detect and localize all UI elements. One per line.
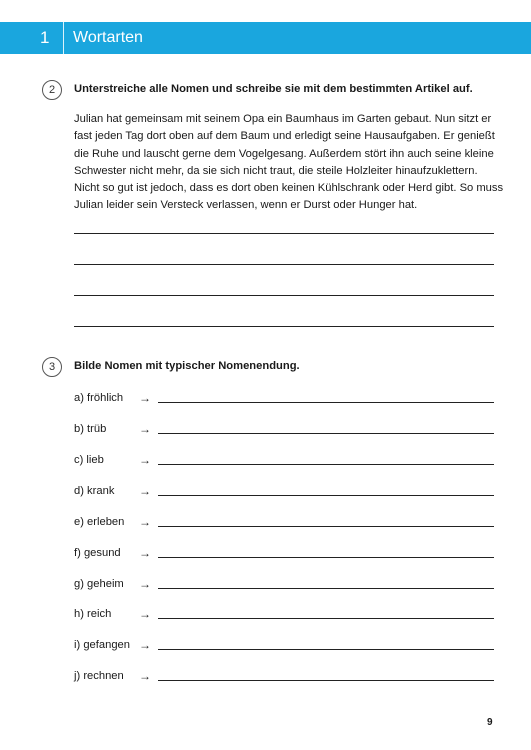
exercise-row-g — [74, 574, 494, 592]
exercise-answer-line[interactable] — [158, 557, 494, 558]
text-line: die Ruhe und lauscht gerne dem Vogelgesang. Außerdem stört ihn auch seine kleine — [74, 147, 494, 160]
text-line: Julian leider sein Versteck verlassen, wenn er Durst oder Hunger hat. — [74, 199, 418, 212]
chapter-header-bar — [0, 22, 531, 54]
task-2-number: 2 — [42, 80, 62, 100]
exercise-row-f — [74, 543, 494, 561]
answer-line-2[interactable] — [74, 264, 494, 265]
exercise-word: i) gefangen — [74, 639, 130, 651]
arrow-right-icon: → — [139, 669, 151, 683]
task-2-text — [74, 111, 504, 215]
exercise-word: g) geheim — [74, 578, 124, 590]
exercise-answer-line[interactable] — [158, 618, 494, 619]
answer-line-1[interactable] — [74, 233, 494, 234]
text-line: Schwester nicht mehr, da sie sich nicht traut, die steile Holzleiter hinaufzuklettern. — [74, 164, 478, 177]
exercise-row-b — [74, 419, 494, 437]
task-3-number: 3 — [42, 357, 62, 377]
exercise-answer-line[interactable] — [158, 649, 494, 650]
exercise-row-a — [74, 388, 494, 406]
exercise-word: j) rechnen — [74, 670, 124, 682]
arrow-right-icon: → — [139, 422, 151, 436]
arrow-right-icon: → — [139, 484, 151, 498]
answer-line-4[interactable] — [74, 326, 494, 327]
header-divider — [63, 22, 64, 54]
task-2-instruction: Unterstreiche alle Nomen und schreibe sie mit dem bestimmten Artikel auf. — [74, 83, 473, 95]
arrow-right-icon: → — [139, 607, 151, 621]
exercise-row-i — [74, 635, 494, 653]
exercise-row-c — [74, 450, 494, 468]
exercise-word: b) trüb — [74, 423, 107, 435]
answer-line-3[interactable] — [74, 295, 494, 296]
arrow-right-icon: → — [139, 453, 151, 467]
exercise-row-d — [74, 481, 494, 499]
exercise-word: e) erleben — [74, 516, 125, 528]
exercise-answer-line[interactable] — [158, 588, 494, 589]
exercise-row-h — [74, 604, 494, 622]
arrow-right-icon: → — [139, 515, 151, 529]
exercise-word: f) gesund — [74, 547, 121, 559]
task-3-instruction: Bilde Nomen mit typischer Nomenendung. — [74, 360, 300, 372]
exercise-answer-line[interactable] — [158, 433, 494, 434]
exercise-row-e — [74, 512, 494, 530]
exercise-word: h) reich — [74, 608, 112, 620]
text-line: fast jeden Tag dort oben auf dem Baum und erledigt seine Hausaufgaben. Er genießt — [74, 130, 495, 143]
arrow-right-icon: → — [139, 638, 151, 652]
exercise-word: d) krank — [74, 485, 115, 497]
exercise-answer-line[interactable] — [158, 464, 494, 465]
exercise-answer-line[interactable] — [158, 680, 494, 681]
chapter-number: 1 — [40, 28, 50, 47]
exercise-answer-line[interactable] — [158, 402, 494, 403]
exercise-answer-line[interactable] — [158, 526, 494, 527]
exercise-word: a) fröhlich — [74, 392, 124, 404]
arrow-right-icon: → — [139, 546, 151, 560]
page-number: 9 — [487, 717, 493, 728]
text-line: Nicht so gut ist jedoch, dass es dort oben keinen Kühlschrank oder Herd gibt. So muss — [74, 182, 504, 195]
arrow-right-icon: → — [139, 391, 151, 405]
exercise-row-j — [74, 666, 494, 684]
exercise-answer-line[interactable] — [158, 495, 494, 496]
chapter-title: Wortarten — [73, 29, 143, 46]
arrow-right-icon: → — [139, 577, 151, 591]
exercise-word: c) lieb — [74, 454, 104, 466]
text-line: Julian hat gemeinsam mit seinem Opa ein Baumhaus im Garten gebaut. Nun sitzt er — [74, 113, 492, 125]
